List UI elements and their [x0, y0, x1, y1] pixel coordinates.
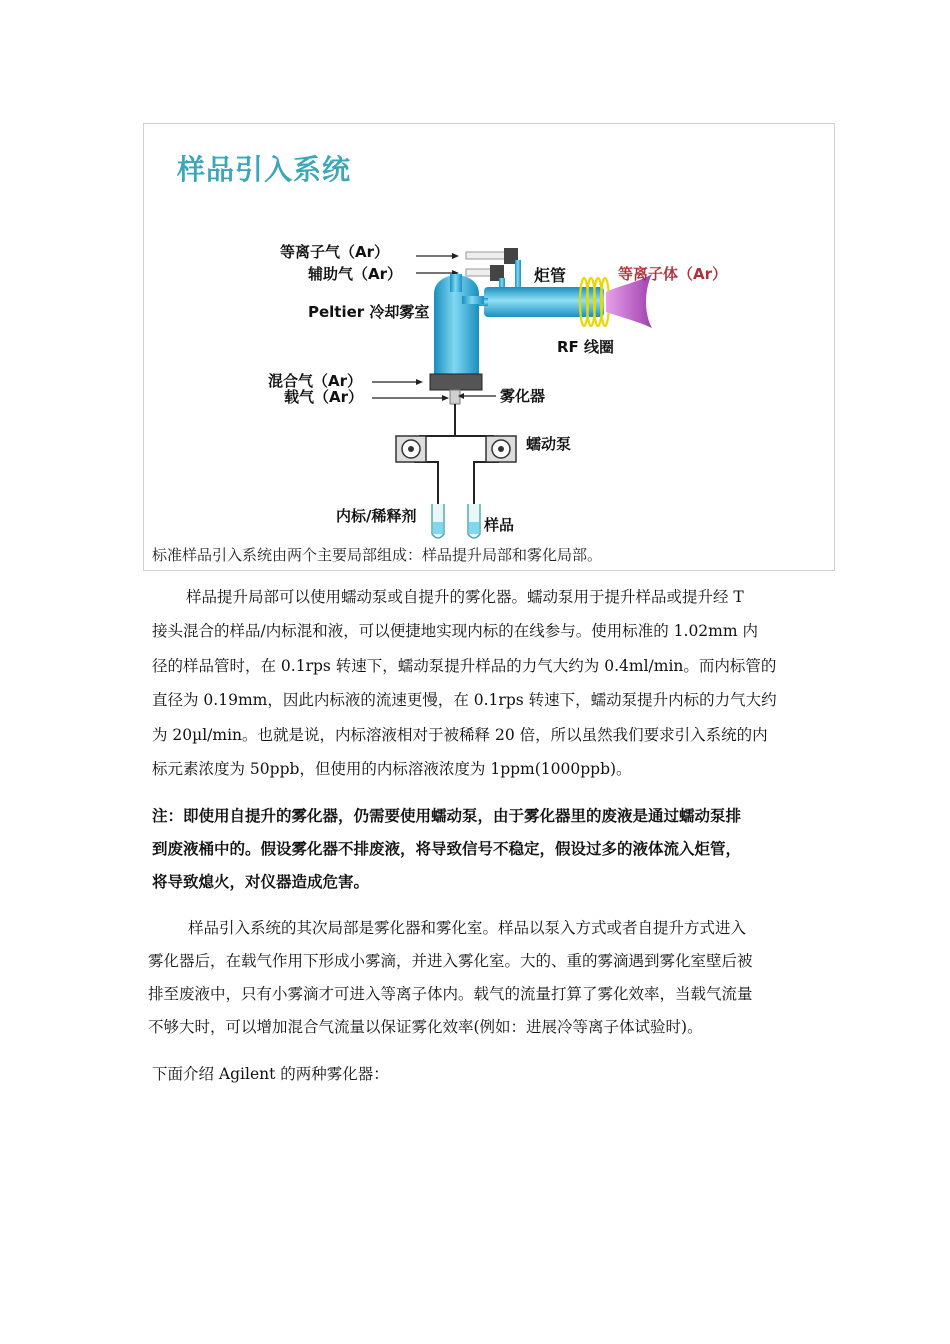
- figure-caption: 标准样品引入系统由两个主要局部组成：样品提升局部和雾化局部。: [152, 546, 603, 564]
- sample-tube: [468, 504, 480, 538]
- spray-chamber: [434, 274, 484, 374]
- plasma-gas-tube: [466, 252, 506, 259]
- p1-line-4: 直径为 0.19mm，因此内标液的流速更慢，在 0.1rps 转速下，蠕动泵提升内标的力气大约: [152, 691, 777, 709]
- p2-line-4: 不够大时，可以增加混合气流量以保证雾化效率(例如：进展冷等离子体试验时)。: [148, 1018, 703, 1036]
- p2-line-1: 样品引入系统的其次局部是雾化器和雾化室。样品以泵入方式或者自提升方式进入: [188, 919, 747, 937]
- internal-standard-tube: [432, 504, 444, 538]
- internal-standard-label: 内标/稀释剂: [336, 507, 417, 525]
- p1-line-5: 为 20µl/min。也就是说，内标溶液相对于被稀释 20 倍，所以虽然我们要求引入系统的内: [152, 726, 768, 744]
- p1-line-6: 标元素浓度为 50ppb，但使用的内标溶液浓度为 1ppm(1000ppb)。: [152, 760, 632, 778]
- p2-line-2: 雾化器后，在载气作用下形成小雾滴，并进入雾化室。大的、重的雾滴遇到雾化室壁后被: [148, 952, 753, 970]
- p1-line-3: 径的样品管时，在 0.1rps 转速下，蠕动泵提升样品的力气大约为 0.4ml/min。而内标管的: [152, 657, 777, 675]
- pump-label: 蠕动泵: [526, 435, 572, 453]
- plasma-label: 等离子体（Ar）: [618, 265, 728, 283]
- p1-line-1: 样品提升局部可以使用蠕动泵或自提升的雾化器。蠕动泵用于提升样品或提升经 T: [186, 588, 744, 606]
- makeup-gas-label: 混合气（Ar）: [268, 372, 363, 390]
- plasma-gas-label: 等离子气（Ar）: [280, 243, 390, 261]
- left-pump: [396, 436, 426, 462]
- figure-title: 样品引入系统: [177, 153, 352, 186]
- note-line-2: 到废液桶中的。假设雾化器不排废液，将导致信号不稳定，假设过多的液体流入炬管，: [152, 840, 742, 858]
- carrier-gas-label: 载气（Ar）: [284, 388, 364, 406]
- plasma-gas-arrow: [416, 253, 459, 259]
- carrier-gas-arrow: [372, 395, 449, 401]
- note-line-1: 注：即使用自提升的雾化器，仍需要使用蠕动泵，由于雾化器里的废液是通过蠕动泵排: [152, 807, 742, 825]
- figure-panel: [143, 123, 835, 571]
- paragraph-agilent-intro: 下面介绍 Agilent 的两种雾化器：: [152, 1065, 389, 1083]
- aux-gas-tube: [466, 269, 492, 276]
- rf-coil-label: RF 线圈: [557, 338, 615, 356]
- nebulizer: [430, 374, 482, 432]
- spray-chamber-label: Peltier 冷却雾室: [308, 303, 430, 321]
- aux-gas-label: 辅助气（Ar）: [308, 265, 403, 283]
- note-line-3: 将导致熄火，对仪器造成危害。: [152, 873, 370, 891]
- plasma-gas-glass-inlet: [515, 260, 521, 290]
- p1-line-2: 接头混合的样品/内标混和液，可以便捷地实现内标的在线参与。使用标准的 1.02mm 内: [152, 622, 758, 640]
- right-pump: [486, 436, 516, 462]
- torch-label: 炬管: [534, 266, 567, 285]
- nebulizer-pointer: [458, 393, 496, 399]
- torch-body: [476, 287, 604, 317]
- p2-line-3: 排至废液中，只有小雾滴才可进入等离子体内。载气的流量打算了雾化效率，当载气流量: [148, 985, 753, 1003]
- nebulizer-label: 雾化器: [500, 387, 546, 405]
- sample-label: 样品: [484, 516, 515, 534]
- sample-introduction-diagram: [144, 124, 834, 570]
- makeup-gas-arrow: [372, 379, 423, 385]
